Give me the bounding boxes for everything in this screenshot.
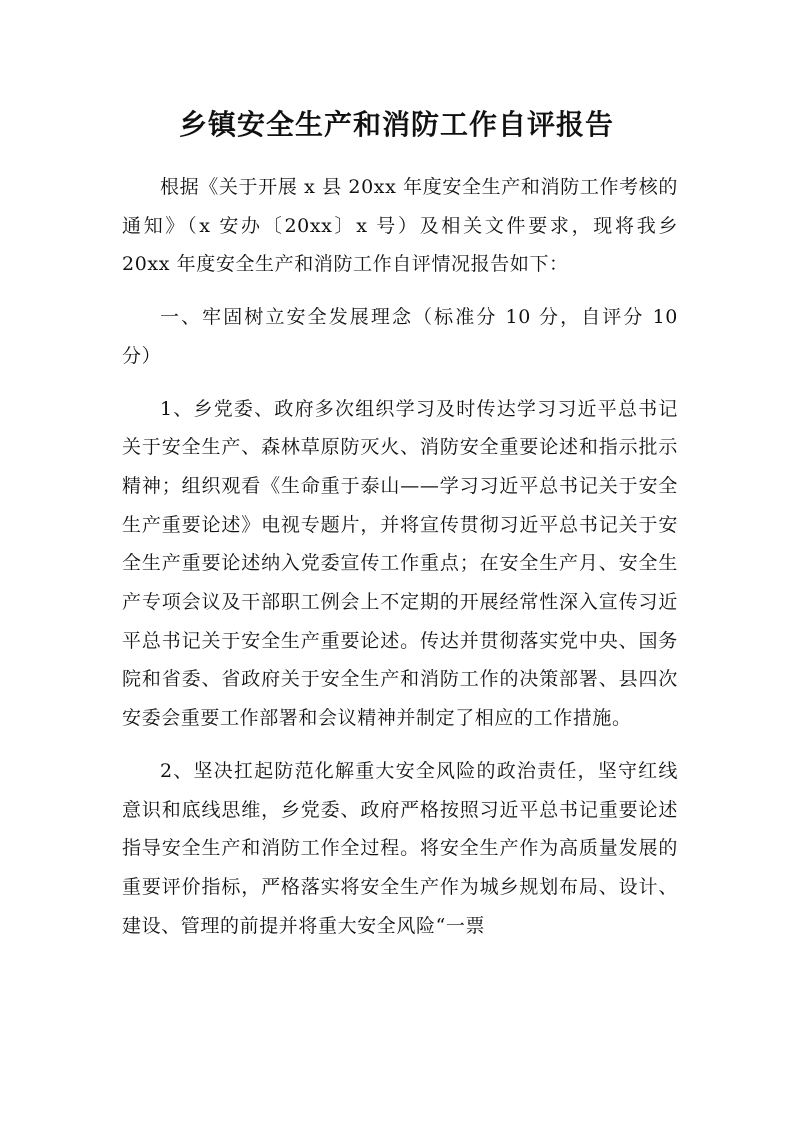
document-body [122, 168, 678, 945]
section-heading-1: 一、牢固树立安全发展理念（标准分 10 分，自评分 10 分） [122, 306, 678, 367]
item-paragraph-1: 1、乡党委、政府多次组织学习及时传达学习习近平总书记关于安全生产、森林草原防灭火、消防安全重要论述和指示批示精神；组织观看《生命重于泰山——学习习近平总书记关于安全生产重要论述》电视专题片，并将宣传贯彻习近平总书记关于安全生产重要论述纳入党委宣传工作重点；在安全生产月、安全生产专项会议及干部职工例会上不定期的开展经常性深入宣传习近平总书记关于安全生产重要论述。传达并贯彻落实党中央、国务院和省委、省政府关于安全生产和消防工作的决策部署、县四次安委会重要工作部署和会议精神并制定了相应的工作措施。 [122, 397, 678, 730]
intro-paragraph: 根据《关于开展 x 县 20xx 年度安全生产和消防工作考核的通知》（x 安办〔20xx〕x 号）及相关文件要求，现将我乡 20xx 年度安全生产和消防工作自评情况报告如下： [122, 176, 678, 276]
document-title: 乡镇安全生产和消防工作自评报告 [178, 108, 614, 141]
item-paragraph-2: 2、坚决扛起防范化解重大安全风险的政治责任，坚守红线意识和底线思维，乡党委、政府严格按照习近平总书记重要论述指导安全生产和消防工作全过程。将安全生产作为高质量发展的重要评价指标，严格落实将安全生产作为城乡规划布局、设计、建设、管理的前提并将重大安全风险“一票 [122, 759, 678, 937]
